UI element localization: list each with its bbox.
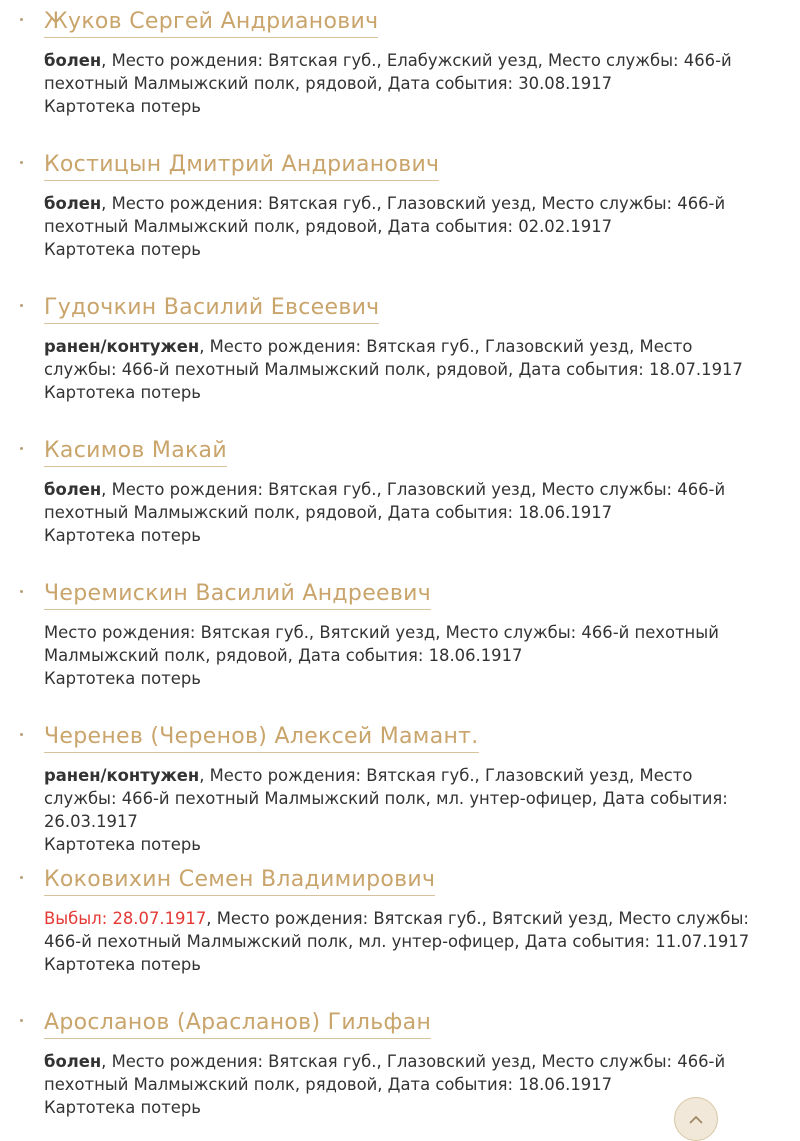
source-label: Картотека потерь <box>44 526 201 545</box>
bullet-icon <box>20 304 23 307</box>
status-label: ранен/контужен <box>44 337 200 356</box>
record-text: , Место рождения: Вятская губ., Глазовский уезд, Место службы: 466-й пехотный Малмыжский полк, рядовой, Дата события: 18.07.1917 <box>44 337 743 379</box>
chevron-up-icon <box>687 1110 705 1128</box>
list-item <box>0 572 800 715</box>
status-label: ранен/контужен <box>44 766 200 785</box>
status-label: Выбыл: 28.07.1917 <box>44 909 207 928</box>
bullet-icon <box>20 876 23 879</box>
record-text: , Место рождения: Вятская губ., Глазовский уезд, Место службы: 466-й пехотный Малмыжский полк, рядовой, Дата события: 02.02.1917 <box>44 194 726 236</box>
status-label: болен <box>44 194 102 213</box>
bullet-icon <box>20 733 23 736</box>
source-label: Картотека потерь <box>44 97 201 116</box>
record-text: , Место рождения: Вятская губ., Глазовский уезд, Место службы: 466-й пехотный Малмыжский полк, рядовой, Дата события: 18.06.1917 <box>44 1052 726 1094</box>
person-name-link[interactable]: Костицын Дмитрий Андрианович <box>44 150 439 181</box>
bullet-icon <box>20 18 23 21</box>
status-label: болен <box>44 51 102 70</box>
person-name-link[interactable]: Касимов Макай <box>44 436 227 467</box>
record-details <box>44 621 764 690</box>
record-details <box>44 192 764 261</box>
scroll-to-top-button[interactable] <box>674 1097 718 1141</box>
list-item <box>0 0 800 143</box>
bullet-icon <box>20 1019 23 1022</box>
person-name-link[interactable]: Черемискин Василий Андреевич <box>44 579 431 610</box>
source-label: Картотека потерь <box>44 1098 201 1117</box>
record-text: , Место рождения: Вятская губ., Глазовский уезд, Место службы: 466-й пехотный Малмыжский полк, мл. унтер-офицер, Дата события: 26.03.1917 <box>44 766 728 831</box>
source-label: Картотека потерь <box>44 240 201 259</box>
source-label: Картотека потерь <box>44 955 201 974</box>
record-details <box>44 764 764 856</box>
status-label: болен <box>44 1052 102 1071</box>
bullet-icon <box>20 161 23 164</box>
record-details <box>44 478 764 547</box>
source-label: Картотека потерь <box>44 835 201 854</box>
list-item <box>0 143 800 286</box>
person-name-link[interactable]: Коковихин Семен Владимирович <box>44 865 435 896</box>
list-item <box>0 429 800 572</box>
status-label: болен <box>44 480 102 499</box>
bullet-icon <box>20 447 23 450</box>
person-name-link[interactable]: Жуков Сергей Андрианович <box>44 7 378 38</box>
person-name-link[interactable]: Черенев (Черенов) Алексей Мамант. <box>44 722 479 753</box>
record-details <box>44 907 764 976</box>
record-details <box>44 49 764 118</box>
list-item <box>0 858 800 1001</box>
list-item <box>0 286 800 429</box>
bullet-icon <box>20 590 23 593</box>
record-text: , Место рождения: Вятская губ., Вятский уезд, Место службы: 466-й пехотный Малмыжский полк, мл. унтер-офицер, Дата события: 11.07.1917 <box>44 909 750 951</box>
source-label: Картотека потерь <box>44 383 201 402</box>
record-text: , Место рождения: Вятская губ., Глазовский уезд, Место службы: 466-й пехотный Малмыжский полк, рядовой, Дата события: 18.06.1917 <box>44 480 726 522</box>
person-name-link[interactable]: Гудочкин Василий Евсеевич <box>44 293 379 324</box>
record-details <box>44 1050 764 1119</box>
record-text: , Место рождения: Вятская губ., Елабужский уезд, Место службы: 466-й пехотный Малмыжский полк, рядовой, Дата события: 30.08.1917 <box>44 51 732 93</box>
record-details <box>44 335 764 404</box>
list-item <box>0 715 800 858</box>
source-label: Картотека потерь <box>44 669 201 688</box>
record-text: Место рождения: Вятская губ., Вятский уезд, Место службы: 466-й пехотный Малмыжский полк, рядовой, Дата события: 18.06.1917 <box>44 623 719 665</box>
person-name-link[interactable]: Аросланов (Арасланов) Гильфан <box>44 1008 431 1039</box>
